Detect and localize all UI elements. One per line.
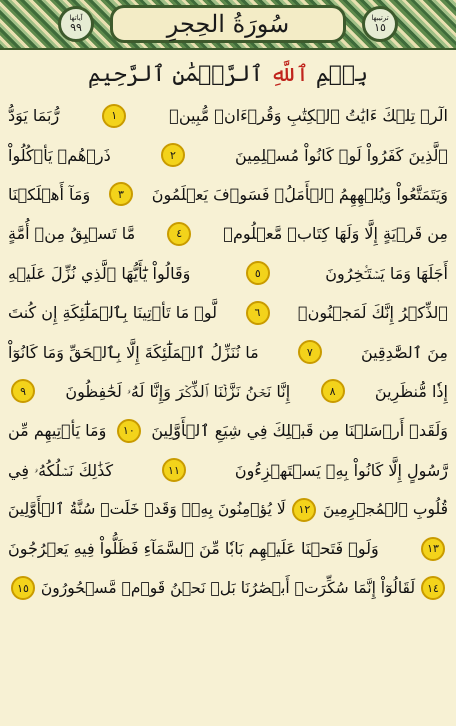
verse-text: وَيَتَمَتَّعُواْ وَيُلۡهِهِمُ ٱلۡأَمَلُۖ فَسَوۡفَ يَعۡلَمُونَ: [151, 184, 448, 204]
verse-text: ٱلذِّكۡرُ إِنَّكَ لَمَجۡنُونٞ: [298, 303, 448, 323]
verse-text: لَا يُؤۡمِنُونَ بِهِۦۖ وَقَدۡ خَلَتۡ سُنَّةُ ٱلۡأَوَّلِينَ: [8, 500, 286, 519]
surah-title: سُورَةُ الحِجرِ: [166, 10, 290, 38]
verse-number-marker: ٣: [109, 182, 133, 206]
surah-order-label: ترتيبها: [371, 13, 389, 22]
verse-text: رُّبَمَا يَوَدُّ: [8, 106, 60, 126]
verse-line: [8, 372, 448, 411]
verse-number-marker: ٤: [167, 222, 191, 246]
verse-text: وَقَالُواْ يَٰٓأَيُّهَا ٱلَّذِي نُزِّلَ عَلَيۡهِ: [8, 263, 191, 283]
verse-number-marker: ٢: [161, 143, 185, 167]
basmala-rest: ٱلرَّحۡمَٰنِ ٱلرَّحِيمِ: [87, 62, 264, 87]
verse-line: [8, 451, 448, 490]
basmala-bism: بِسۡمِ: [315, 62, 369, 87]
verse-text: إِنَّا نَحۡنُ نَزَّلۡنَا ٱلذِّكۡرَ وَإِنَّا لَهُۥ لَحَٰفِظُونَ: [65, 381, 291, 401]
verse-text: إِذٗا مُّنظَرِينَ: [374, 381, 448, 401]
verse-text: رَّسُولٍ إِلَّا كَانُواْ بِهِۦ يَسۡتَهۡزِءُونَ: [234, 460, 448, 480]
surah-order-medallion: [362, 6, 398, 42]
verse-number-marker: ٥: [246, 261, 270, 285]
verse-text: ٱلَّذِينَ كَفَرُواْ لَوۡ كَانُواْ مُسۡلِمِينَ: [235, 145, 448, 165]
verse-text: وَمَا يَأۡتِيهِم مِّن: [8, 421, 107, 441]
verse-lines: [8, 96, 448, 608]
verse-number-marker: ٧: [298, 340, 322, 364]
verse-line: [8, 293, 448, 332]
verse-text: مِن قَرۡيَةٍ إِلَّا وَلَهَا كِتَابٞ مَّعۡلُومٞ: [223, 224, 448, 244]
verse-text: مَّا تَسۡبِقُ مِنۡ أُمَّةٍ: [8, 224, 136, 244]
surah-header-band: [0, 0, 456, 50]
verse-number-marker: ١٥: [11, 576, 35, 600]
verse-count-label: آياتها: [69, 13, 83, 22]
verse-line: [8, 529, 448, 568]
verse-number-marker: ١١: [162, 458, 186, 482]
verse-line: [8, 254, 448, 293]
verse-number-marker: ١٤: [421, 576, 445, 600]
surah-order-number: ١٥: [374, 20, 386, 34]
verse-line: [8, 135, 448, 174]
verse-text: مَا نُنَزِّلُ ٱلۡمَلَٰٓئِكَةَ إِلَّا بِٱلۡحَقِّ وَمَا كَانُوٓاْ: [8, 342, 259, 362]
verse-line: [8, 96, 448, 135]
verse-number-marker: ٩: [11, 379, 35, 403]
verse-line: [8, 332, 448, 371]
verse-text: كَذَٰلِكَ نَسۡلُكُهُۥ فِي: [8, 460, 114, 480]
verse-text: مِنَ ٱلصَّٰدِقِينَ: [360, 342, 448, 362]
verse-count-medallion: [58, 6, 94, 42]
basmala-allah: ٱللَّهِ: [270, 62, 309, 87]
verse-line: [8, 411, 448, 450]
verse-line: [8, 214, 448, 253]
verse-text: وَلَوۡ فَتَحۡنَا عَلَيۡهِم بَابٗا مِّنَ ٱلسَّمَآءِ فَظَلُّواْ فِيهِ يَعۡرُجُونَ: [8, 539, 379, 559]
verse-count-number: ٩٩: [70, 20, 82, 34]
verse-number-marker: ٦: [246, 301, 270, 325]
basmala: [0, 56, 456, 94]
verse-text: لَقَالُوٓاْ إِنَّمَا سُكِّرَتۡ أَبۡصَٰرُنَا بَلۡ نَحۡنُ قَوۡمٞ مَّسۡحُورُونَ: [40, 578, 416, 597]
verse-text: وَمَآ أَهۡلَكۡنَا: [8, 184, 91, 204]
verse-text: لَّوۡ مَا تَأۡتِينَا بِٱلۡمَلَٰٓئِكَةِ إِن كُنتَ: [8, 303, 217, 323]
verse-text: ذَرۡهُمۡ يَأۡكُلُواْ: [8, 145, 111, 165]
verse-text: الٓرۚ تِلۡكَ ءَايَٰتُ ٱلۡكِتَٰبِ وَقُرۡءَانٖ مُّبِينٖ: [169, 106, 448, 126]
verse-text: أَجَلَهَا وَمَا يَسۡتَـٔۡخِرُونَ: [325, 263, 448, 283]
verse-number-marker: ١٠: [117, 419, 141, 443]
verse-number-marker: ١: [102, 104, 126, 128]
verse-number-marker: ٨: [321, 379, 345, 403]
verse-line: [8, 175, 448, 214]
verse-text: قُلُوبِ ٱلۡمُجۡرِمِينَ: [323, 500, 448, 519]
verse-text: وَلَقَدۡ أَرۡسَلۡنَا مِن قَبۡلِكَ فِي شِيَعِ ٱلۡأَوَّلِينَ: [151, 421, 448, 441]
verse-line: [8, 490, 448, 529]
surah-title-cartouche: [110, 5, 346, 43]
verse-number-marker: ١٣: [421, 537, 445, 561]
verse-line: [8, 569, 448, 608]
verse-number-marker: ١٢: [292, 498, 316, 522]
